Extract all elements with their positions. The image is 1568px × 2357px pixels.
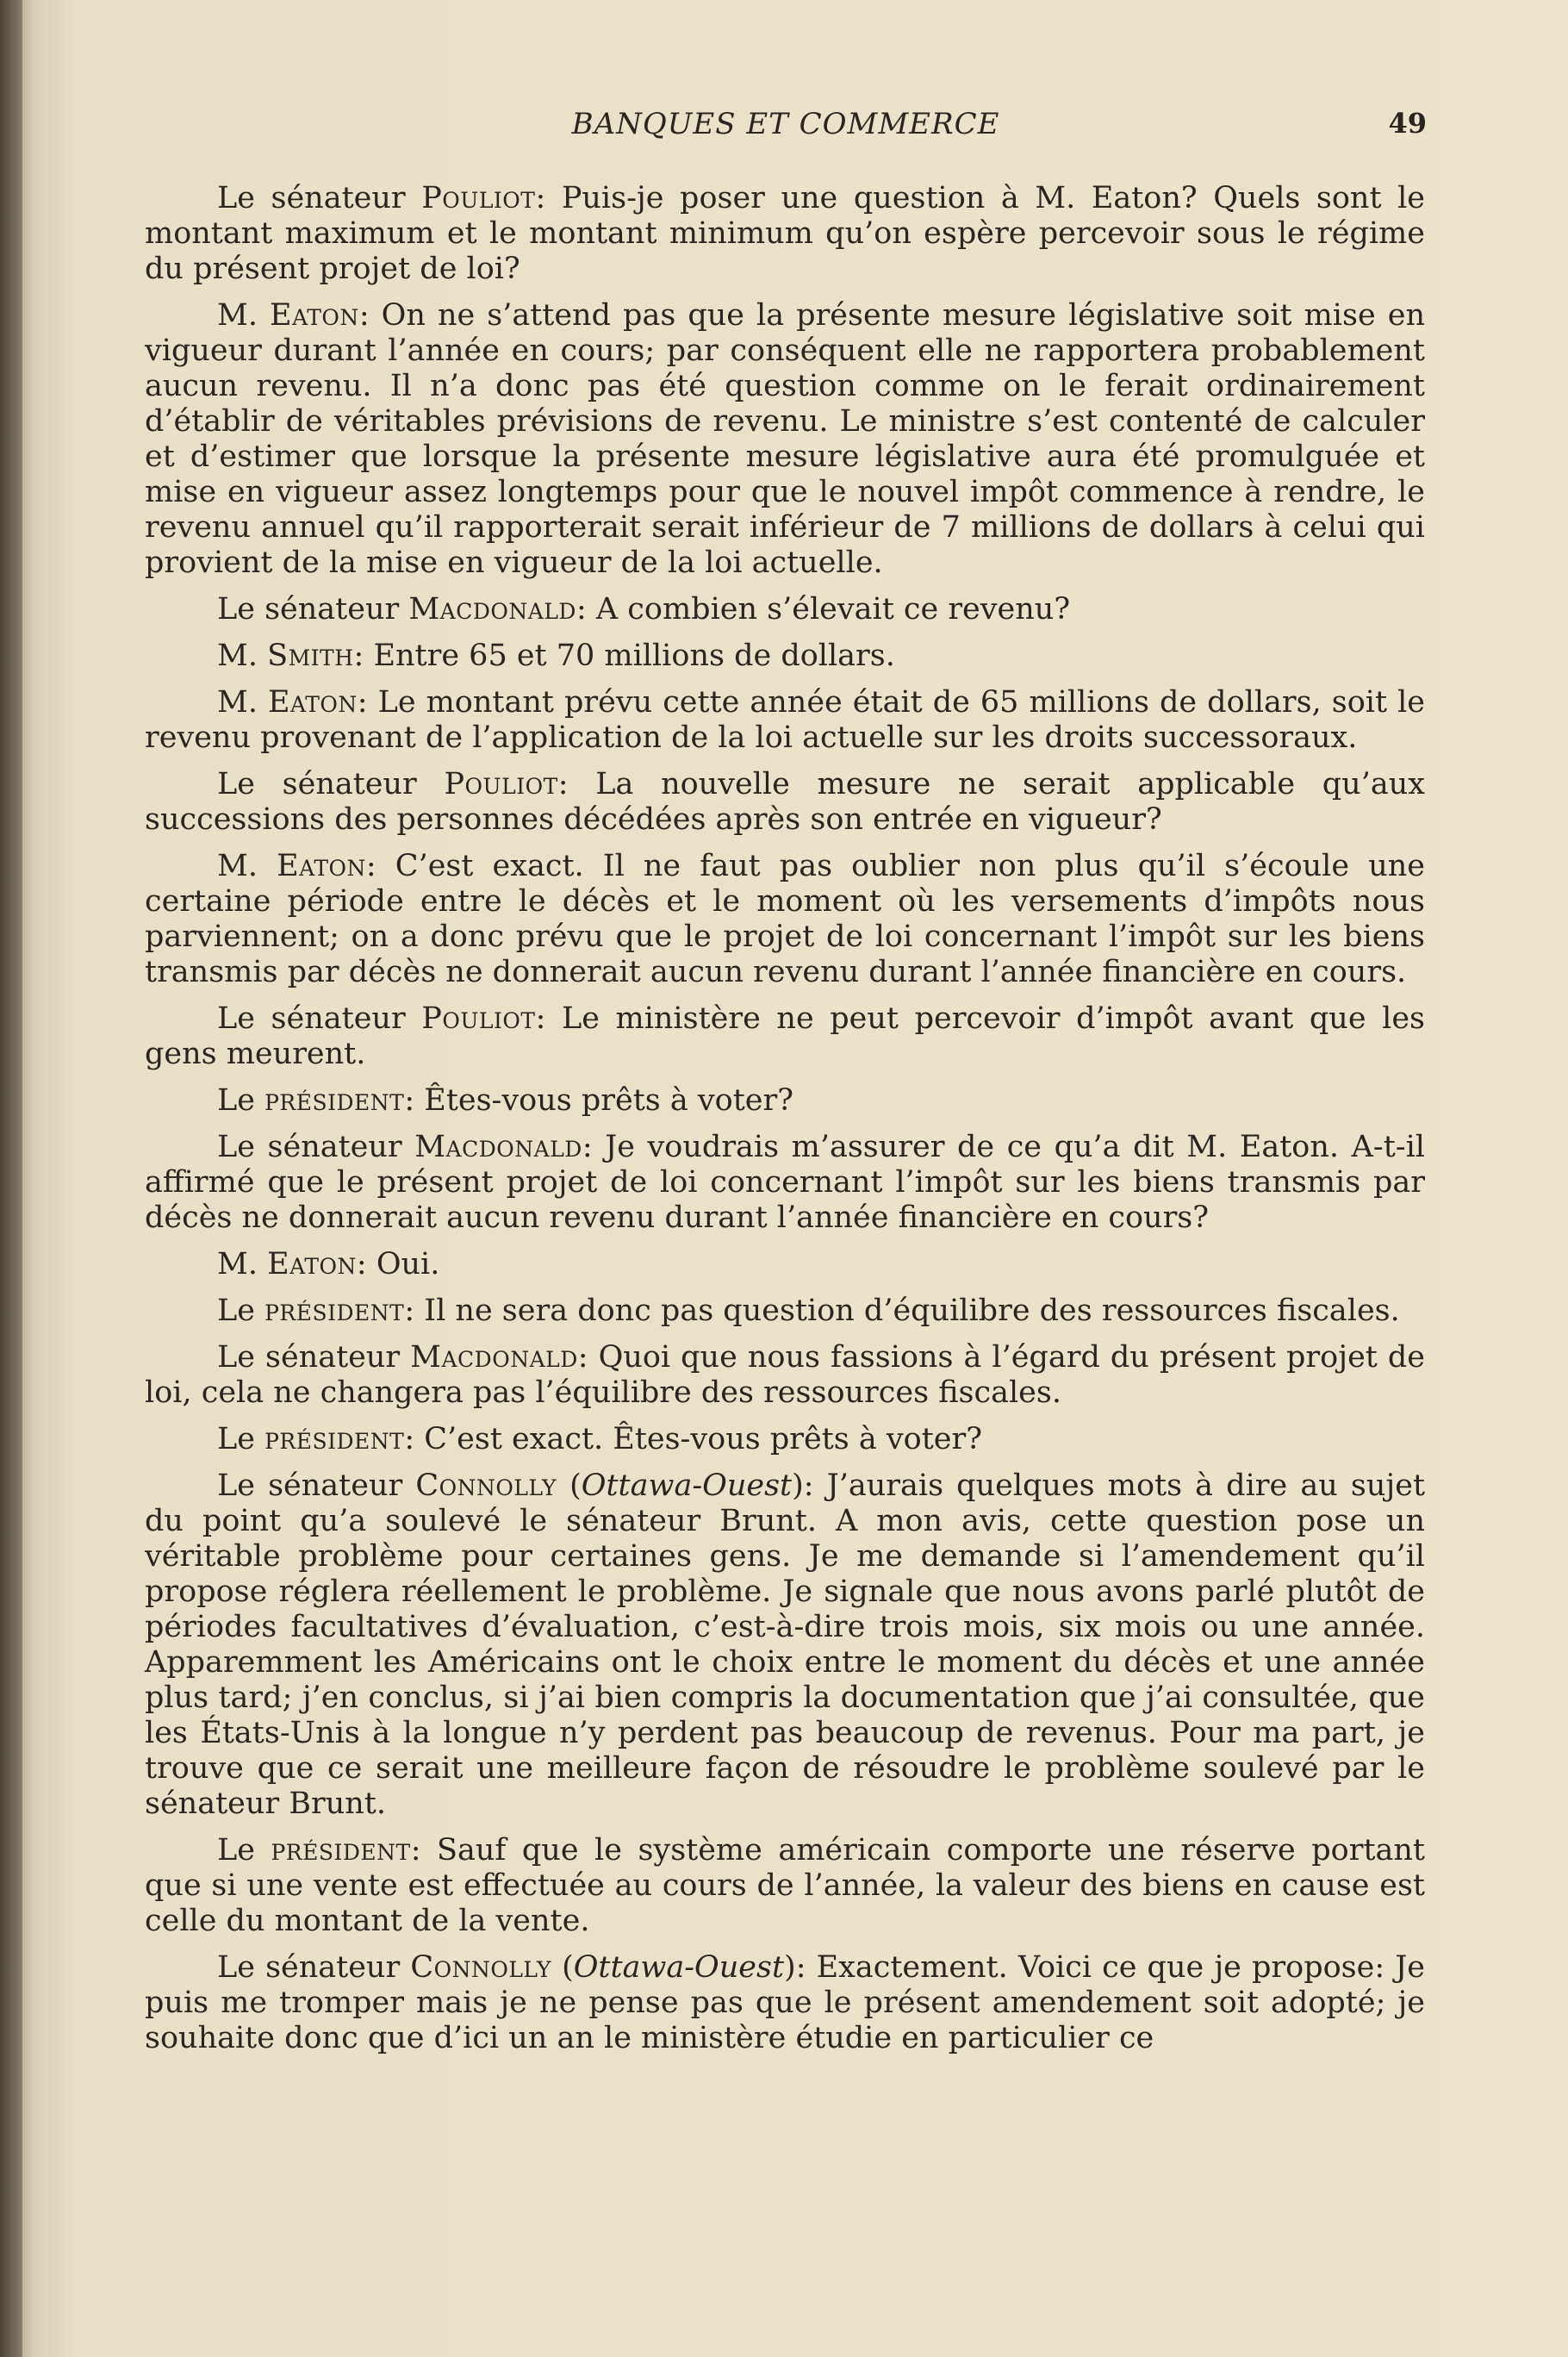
paragraph-text: Entre 65 et 70 millions de dollars.: [364, 639, 895, 673]
paragraph-13: [145, 1340, 1425, 1411]
paragraph-text: On ne s’attend pas que la présente mesure législative soit mise en vigueur durant l’année en cours; par conséquent elle ne rapportera probablement aucun revenu. Il n’a donc pas été question comme on le ferait ordinairement d’établir de véritables prévisions de revenu. Le ministre s’est contenté de calculer et d’estimer que lorsque la présente mesure législative aura été promulguée et mise en vigueur assez longtemps pour que le nouvel impôt commence à rendre, le revenu annuel qu’il rapporterait serait inférieur de 7 millions de dollars à celui qui provient de la mise en vigueur de la loi actuelle.: [145, 298, 1425, 580]
speaker-name: président: [271, 1833, 411, 1868]
paragraph-text: Puis-je poser une question à M. Eaton? Quels sont le montant maximum et le montant minimum qu’on espère percevoir sous le régime du présent projet de loi?: [145, 181, 1426, 286]
speaker-title: Le sénateur: [217, 1950, 411, 1985]
speaker-title: Le sénateur: [217, 181, 422, 215]
paragraph-11: [145, 1247, 1425, 1282]
speaker-name: Pouliot: [421, 1001, 536, 1036]
speaker-title: M.: [217, 849, 277, 883]
speaker-title: Le sénateur: [217, 1001, 422, 1036]
speaker-title: Le: [217, 1083, 265, 1118]
paragraph-9: [145, 1083, 1425, 1119]
paragraph-text: C’est exact. Êtes-vous prêts à voter?: [414, 1422, 982, 1456]
speaker-name: président: [264, 1294, 405, 1328]
colon: :: [803, 1468, 814, 1503]
paragraph-text: Je voudrais m’assurer de ce qu’a dit M. Eaton. A-t-il affirmé que le présent projet de loi concernant l’impôt sur les biens transmis par décès ne donnerait aucun revenu durant l’année financière en cours?: [145, 1130, 1425, 1235]
speaker-riding: Ottawa-Ouest: [581, 1468, 793, 1503]
colon: :: [404, 1294, 415, 1328]
paragraph-text: Le montant prévu cette année était de 65 millions de dollars, soit le revenu provenant de l’application de la loi actuelle sur les droits successoraux.: [145, 685, 1425, 755]
body-text: [145, 181, 1425, 2067]
paragraph-17: Le sénateur Connolly (Ottawa-Ouest): Exactement. Voici ce que je propose: Je puis me tromper mais je ne pense pas que le présent amendement soit adopté; je souhaite donc que d’ici un an le ministère étudie en particulier ce: [145, 1950, 1425, 2055]
speaker-name: Macdonald: [414, 1130, 582, 1164]
speaker-title: Le: [217, 1294, 265, 1328]
paragraph-5: [145, 685, 1425, 756]
paragraph-text: La nouvelle mesure ne serait applicable qu’aux successions des personnes décédées après son entrée en vigueur?: [145, 767, 1425, 837]
speaker-name: Macdonald: [410, 1340, 578, 1375]
paragraph-text: Il ne sera donc pas question d’équilibre des ressources fiscales.: [414, 1294, 1400, 1328]
speaker-title: M.: [217, 1247, 268, 1281]
colon: :: [557, 767, 569, 801]
paragraph-text: Quoi que nous fassions à l’égard du présent projet de loi, cela ne changera pas l’équilibre des ressources fiscales.: [145, 1340, 1425, 1410]
colon: :: [577, 1340, 588, 1375]
speaker-title: M.: [217, 298, 271, 333]
paragraph-2: [145, 298, 1425, 581]
speaker-title: Le: [217, 1833, 271, 1868]
speaker-name: Eaton: [268, 685, 358, 720]
colon: :: [404, 1083, 415, 1118]
paragraph-14: [145, 1422, 1425, 1457]
speaker-title: Le sénateur: [217, 1340, 411, 1375]
speaker-title: M.: [217, 685, 268, 720]
colon: :: [404, 1422, 415, 1456]
book-spine-shadow: [0, 0, 22, 2357]
paragraph-1: [145, 181, 1425, 287]
colon: :: [795, 1950, 806, 1985]
running-title: BANQUES ET COMMERCE: [571, 107, 1000, 141]
speaker-name: Connolly: [410, 1950, 551, 1985]
speaker-name: Eaton: [277, 849, 366, 883]
paragraph-16: [145, 1833, 1425, 1939]
colon: :: [576, 592, 587, 627]
speaker-name: Eaton: [267, 1247, 357, 1281]
paragraph-7: [145, 849, 1425, 990]
colon: :: [410, 1833, 421, 1868]
speaker-name: président: [264, 1083, 405, 1118]
paragraph-text: Exactement. Voici ce que je propose: Je puis me tromper mais je ne pense pas que le présent amendement soit adopté; je souhaite donc que d’ici un an le ministère étudie en particulier ce: [145, 1950, 1425, 2055]
paragraph-text: C’est exact. Il ne faut pas oublier non plus qu’il s’écoule une certaine période entre le décès et le moment où les versements d’impôts nous parviennent; on a donc prévu que le projet de loi concernant l’impôt sur les biens transmis par décès ne donnerait aucun revenu durant l’année financière en cours.: [145, 849, 1425, 989]
speaker-name: Connolly: [415, 1468, 557, 1503]
colon: :: [357, 685, 368, 720]
colon: :: [358, 298, 370, 333]
colon: :: [365, 849, 376, 883]
colon: :: [356, 1247, 367, 1281]
paragraph-text: A combien s’élevait ce revenu?: [586, 592, 1071, 627]
paragraph-4: [145, 639, 1425, 674]
speaker-riding: Ottawa-Ouest: [573, 1950, 785, 1985]
paragraph-15: Le sénateur Connolly (Ottawa-Ouest): J’aurais quelques mots à dire au sujet du point qu’a soulevé le sénateur Brunt. A mon avis, cette question pose un véritable problème pour certaines gens. Je me demande si l’amendement qu’il propose réglera réellement le problème. Je signale que nous avons parlé plutôt de périodes facultatives d’évaluation, c’est-à-dire trois mois, six mois ou une année. Apparemment les Américains ont le choix entre le moment du décès et une année plus tard; j’en conclus, si j’ai bien compris la documentation que j’ai consultée, que les États-Unis à la longue n’y perdent pas beaucoup de revenus. Pour ma part, je trouve que ce serait une meilleure façon de résoudre le problème soulevé par le sénateur Brunt.: [145, 1468, 1426, 1821]
page-header: [145, 107, 1427, 150]
speaker-name: président: [264, 1422, 405, 1456]
paragraph-text: Oui.: [366, 1247, 440, 1281]
speaker-name: Eaton: [270, 298, 359, 333]
paragraph-3: [145, 592, 1425, 627]
speaker-title: Le sénateur: [217, 1130, 415, 1164]
colon: :: [535, 181, 546, 215]
colon: :: [535, 1001, 546, 1036]
paragraph-text: Sauf que le système américain comporte une réserve portant que si une vente est effectuée au cours de l’année, la valeur des biens en cause est celle du montant de la vente.: [145, 1833, 1425, 1938]
speaker-title: Le sénateur: [217, 592, 409, 627]
speaker-name: Macdonald: [408, 592, 576, 627]
speaker-title: Le sénateur: [217, 767, 445, 801]
paragraph-text: J’aurais quelques mots à dire au sujet du point qu’a soulevé le sénateur Brunt. A mon avis, cette question pose un véritable problème pour certaines gens. Je me demande si l’amendement qu’il propose réglera réellement le problème. Je signale que nous avons parlé plutôt de périodes facultatives d’évaluation, c’est-à-dire trois mois, six mois ou une année. Apparemment les Américains ont le choix entre le moment du décès et une année plus tard; j’en conclus, si j’ai bien compris la documentation que j’ai consultée, que les États-Unis à la longue n’y perdent pas beaucoup de revenus. Pour ma part, je trouve que ce serait une meilleure façon de résoudre le problème soulevé par le sénateur Brunt.: [145, 1468, 1426, 1821]
paragraph-text: Le ministère ne peut percevoir d’impôt avant que les gens meurent.: [145, 1001, 1425, 1071]
speaker-title: Le: [217, 1422, 265, 1456]
paragraph-10: [145, 1130, 1425, 1236]
paragraph-8: [145, 1001, 1425, 1072]
paragraph-6: [145, 767, 1425, 838]
paragraph-text: Êtes-vous prêts à voter?: [414, 1083, 793, 1118]
speaker-title: M.: [217, 639, 268, 673]
speaker-name: Pouliot: [421, 181, 536, 215]
speaker-title: Le sénateur: [217, 1468, 416, 1503]
page-number: 49: [1388, 107, 1427, 140]
speaker-name: Pouliot: [444, 767, 558, 801]
paragraph-12: [145, 1294, 1425, 1329]
colon: :: [582, 1130, 593, 1164]
speaker-name: Smith: [267, 639, 354, 673]
colon: :: [353, 639, 364, 673]
